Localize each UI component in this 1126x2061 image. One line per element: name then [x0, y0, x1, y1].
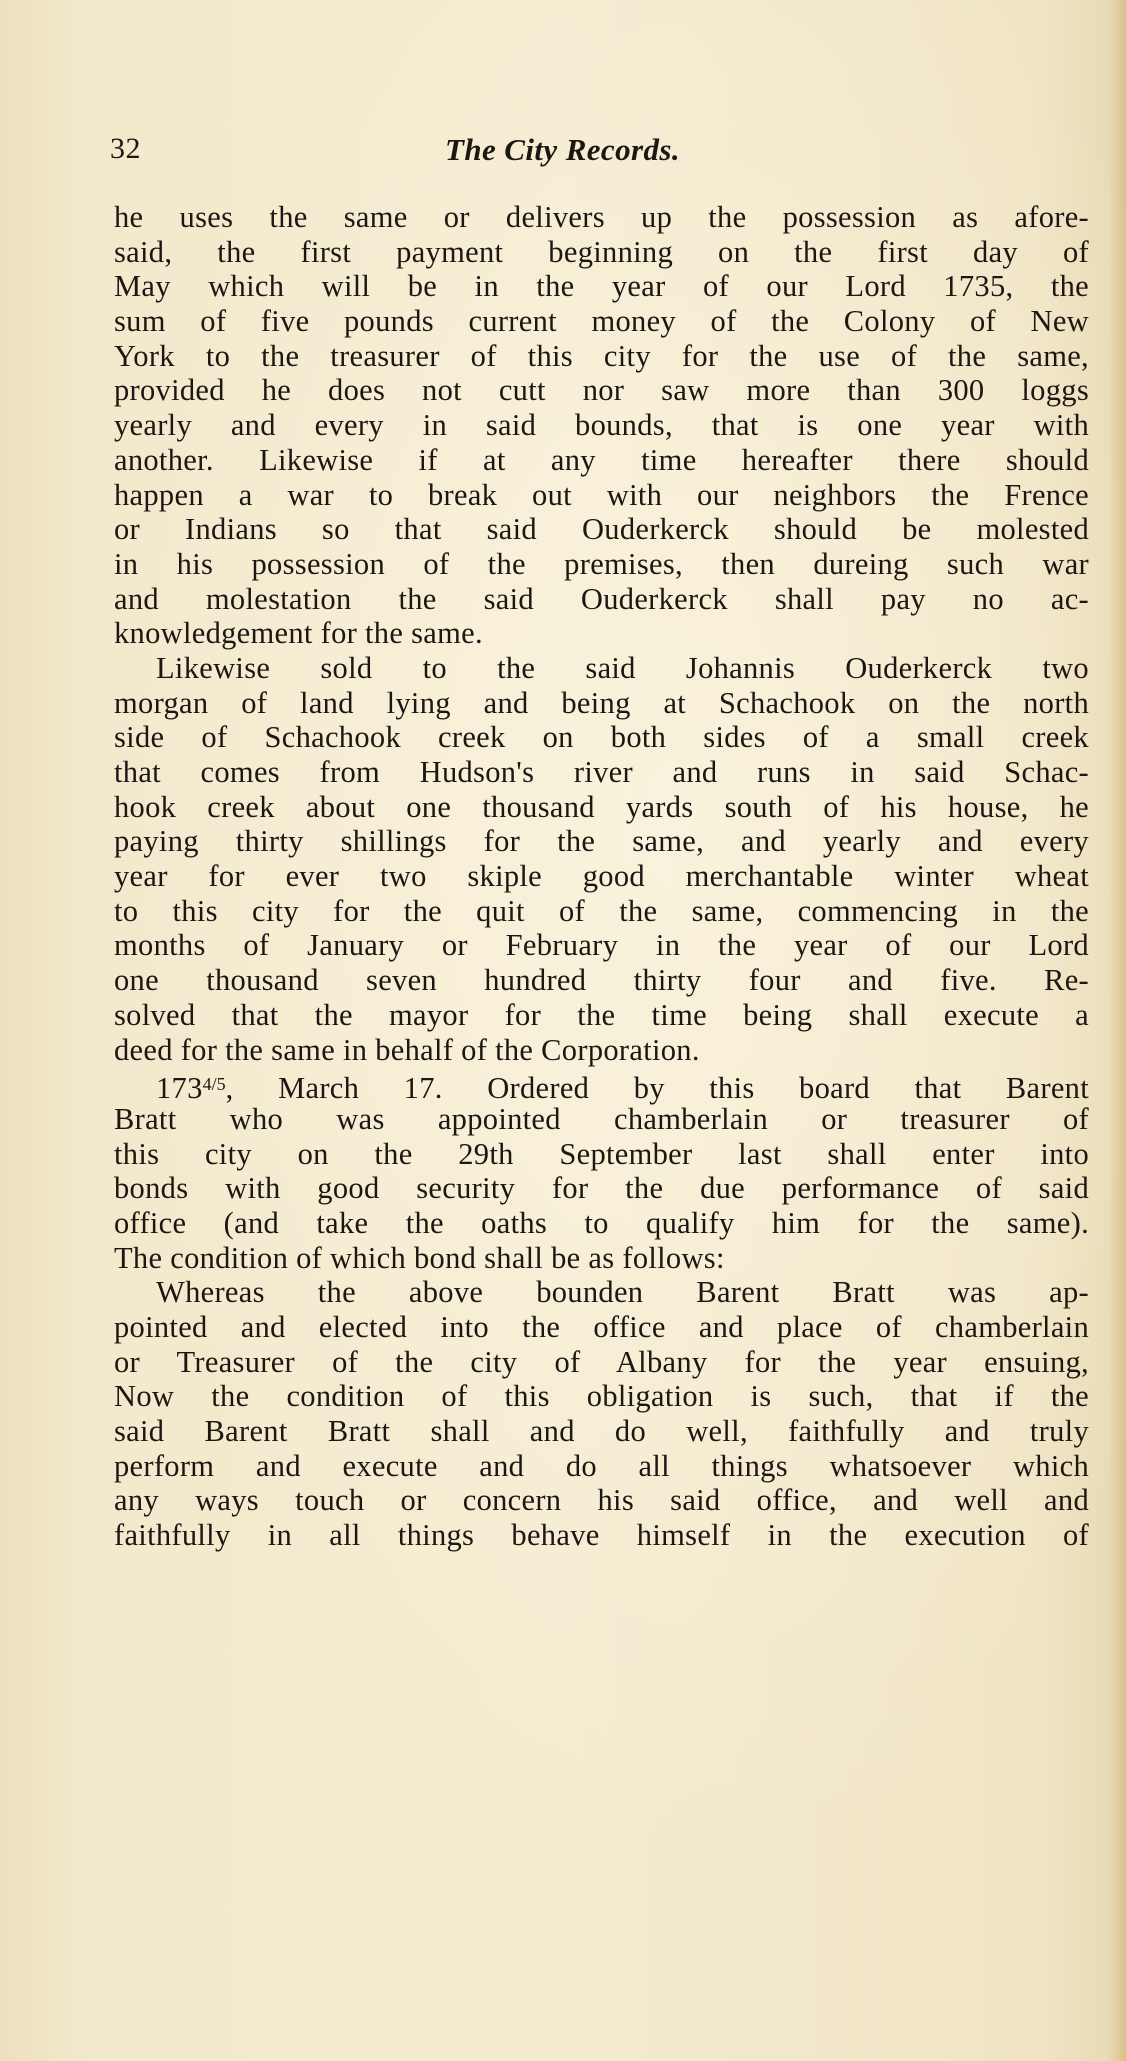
text-line: Whereas the above bounden Barent Bratt was ap- — [156, 1275, 1089, 1310]
page-header — [110, 132, 1100, 172]
text-line: or Indians so that said Ouderkerck should be molested — [114, 512, 1089, 547]
text-line: sum of five pounds current money of the Colony of New — [114, 304, 1089, 339]
entry-year-fraction: 4/5 — [202, 1074, 226, 1095]
text-line: May which will be in the year of our Lord 1735, the — [114, 269, 1089, 304]
text-line: paying thirty shillings for the same, and yearly and every — [114, 824, 1089, 859]
entry-year: 173 — [156, 1071, 203, 1106]
text-line: perform and execute and do all things whatsoever which — [114, 1448, 1089, 1483]
text-line: knowledgement for the same. — [114, 616, 483, 651]
text-line: Now the condition of this obligation is such, that if the — [114, 1379, 1089, 1414]
text-line: one thousand seven hundred thirty four and five. Re- — [114, 963, 1089, 998]
text-line: said Barent Bratt shall and do well, faithfully and truly — [114, 1414, 1089, 1449]
page-number: 32 — [110, 132, 141, 165]
text-line: year for ever two skiple good merchantable winter wheat — [114, 859, 1089, 894]
text-line: another. Likewise if at any time hereafter there should — [114, 442, 1089, 477]
text-line: that comes from Hudson's river and runs in said Schac- — [114, 755, 1089, 789]
dated-entry-line: $173^{4/5}$, March 17. Ordered by this board that Barent — [156, 1071, 1089, 1106]
text-line: this city on the 29th September last shall enter into — [114, 1136, 1089, 1171]
text-line: Likewise sold to the said Johannis Ouderkerck two — [156, 650, 1089, 685]
text-line: any ways touch or concern his said office, and well and — [114, 1483, 1089, 1518]
text-line: faithfully in all things behave himself in the execution of — [114, 1518, 1089, 1553]
text-line: morgan of land lying and being at Schachook on the north — [114, 685, 1089, 720]
text-line: and molestation the said Ouderkerck shall pay no ac- — [114, 581, 1089, 616]
text-line: pointed and elected into the office and place of chamberlain — [114, 1310, 1089, 1344]
body-text — [114, 200, 1089, 1553]
text-line: he uses the same or delivers up the possession as afore- — [114, 200, 1089, 234]
text-line: happen a war to break out with our neighbors the Frence — [114, 477, 1089, 512]
running-head: The City Records. — [445, 132, 680, 167]
text-line: or Treasurer of the city of Albany for the year ensuing, — [114, 1344, 1089, 1379]
text-line: provided he does not cutt nor saw more than 300 loggs — [114, 373, 1089, 408]
entry-text: March 17. Ordered by this board that Barent — [278, 1071, 1089, 1106]
page-edge-shading — [1108, 0, 1126, 2061]
text-line: side of Schachook creek on both sides of a small creek — [114, 720, 1089, 755]
text-line: solved that the mayor for the time being shall execute a — [114, 997, 1089, 1032]
text-line: The condition of which bond shall be as follows: — [114, 1240, 725, 1275]
text-line: deed for the same in behalf of the Corporation. — [114, 1032, 700, 1067]
text-line: hook creek about one thousand yards south of his house, he — [114, 789, 1089, 824]
text-line: yearly and every in said bounds, that is one year with — [114, 408, 1089, 443]
text-line: said, the first payment beginning on the first day of — [114, 234, 1089, 269]
text-line: bonds with good security for the due performance of said — [114, 1171, 1089, 1206]
text-line: to this city for the quit of the same, commencing in the — [114, 893, 1089, 928]
text-line: office (and take the oaths to qualify him for the same). — [114, 1205, 1089, 1240]
text-line: Bratt who was appointed chamberlain or treasurer of — [114, 1101, 1089, 1136]
text-line: months of January or February in the year of our Lord — [114, 928, 1089, 963]
text-line: York to the treasurer of this city for the use of the same, — [114, 338, 1089, 373]
text-line: in his possession of the premises, then dureing such war — [114, 546, 1089, 581]
